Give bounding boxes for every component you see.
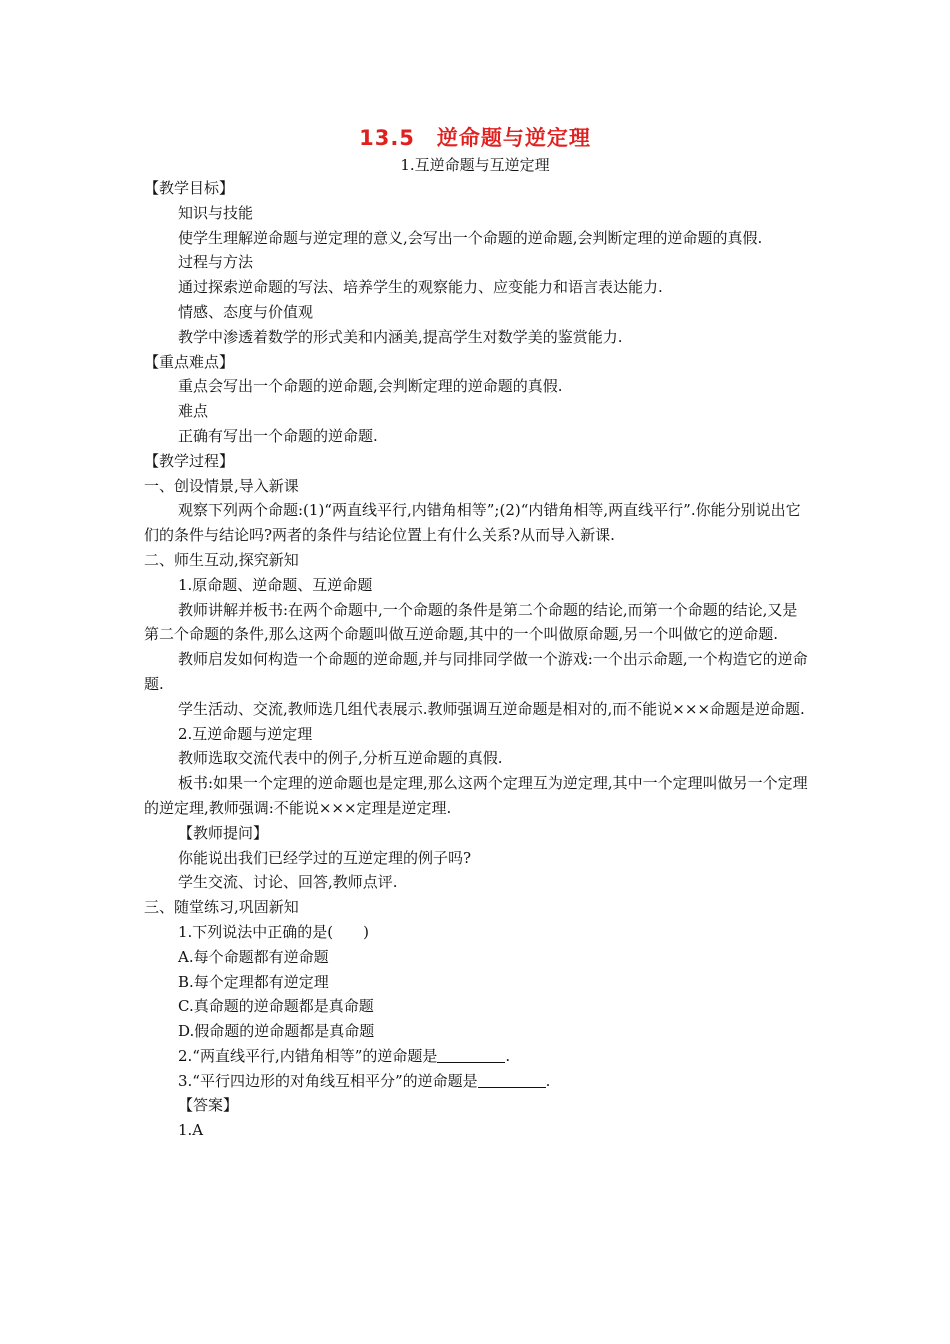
question-1: 1.下列说法中正确的是( ) [178, 922, 370, 941]
emotion-heading: 情感、态度与价值观 [178, 302, 314, 321]
document-body [144, 176, 810, 1143]
procedure-heading: 【教学过程】 [144, 451, 235, 470]
process-heading: 过程与方法 [178, 253, 254, 272]
step2-subheading-1: 1.原命题、逆命题、互逆命题 [178, 575, 373, 594]
step3-heading: 三、随堂练习,巩固新知 [144, 898, 299, 917]
answer-heading: 【答案】 [178, 1096, 239, 1115]
question-3 [144, 1069, 810, 1094]
difficult-paragraph: 正确有写出一个命题的逆命题. [178, 426, 378, 445]
question-2 [144, 1044, 810, 1069]
page-title: 13.5 逆命题与逆定理 [359, 126, 591, 150]
difficult-heading: 难点 [178, 402, 209, 421]
step2-paragraph-5: 板书:如果一个定理的逆命题也是定理,那么这两个定理互为逆定理,其中一个定理叫做另一个定理的逆定理,教师强调:不能说×××定理是逆定理. [144, 774, 808, 817]
question-3-blank [478, 1073, 546, 1088]
emotion-paragraph: 教学中渗透着数学的形式美和内涵美,提高学生对数学美的鉴赏能力. [178, 327, 623, 346]
teacher-question-text: 你能说出我们已经学过的互逆定理的例子吗? [178, 848, 472, 867]
knowledge-heading: 知识与技能 [178, 203, 254, 222]
step2-paragraph-2: 教师启发如何构造一个命题的逆命题,并与同排同学做一个游戏:一个出示命题,一个构造它的逆命题. [144, 650, 808, 693]
question-3-text: 3.“平行四边形的对角线互相平分”的逆命题是 [178, 1071, 478, 1090]
step2-subheading-2: 2.互逆命题与逆定理 [178, 724, 313, 743]
question-2-text: 2.“两直线平行,内错角相等”的逆命题是 [178, 1046, 438, 1065]
question-2-period: . [505, 1046, 511, 1065]
question-2-blank [437, 1048, 505, 1063]
page-subtitle: 1.互逆命题与互逆定理 [400, 156, 550, 174]
answer-1: 1.A [178, 1121, 204, 1140]
step1-paragraph: 观察下列两个命题:(1)“两直线平行,内错角相等”;(2)“内错角相等,两直线平行”.你能分别说出它们的条件与结论吗?两者的条件与结论位置上有什么关系?从而导入新课. [144, 501, 801, 545]
question-1-option-b: B.每个定理都有逆定理 [178, 972, 329, 991]
knowledge-paragraph: 使学生理解逆命题与逆定理的意义,会写出一个命题的逆命题,会判断定理的逆命题的真假. [178, 228, 763, 247]
question-1-option-a: A.每个命题都有逆命题 [178, 947, 329, 966]
step2-paragraph-4: 教师选取交流代表中的例子,分析互逆命题的真假. [178, 749, 503, 768]
key-paragraph: 重点会写出一个命题的逆命题,会判断定理的逆命题的真假. [178, 377, 563, 396]
step2-heading: 二、师生互动,探究新知 [144, 550, 299, 569]
question-1-option-c: C.真命题的逆命题都是真命题 [178, 997, 374, 1016]
teacher-question-heading: 【教师提问】 [178, 823, 269, 842]
teacher-question-response: 学生交流、讨论、回答,教师点评. [178, 873, 398, 892]
question-1-option-d: D.假命题的逆命题都是真命题 [178, 1022, 375, 1041]
step2-paragraph-1: 教师讲解并板书:在两个命题中,一个命题的条件是第二个命题的结论,而第一个命题的结论,又是第二个命题的条件,那么这两个命题叫做互逆命题,其中的一个叫做原命题,另一个叫做它的逆命题. [144, 600, 798, 644]
step2-paragraph-3: 学生活动、交流,教师选几组代表展示.教师强调互逆命题是相对的,而不能说×××命题是逆命题. [178, 699, 805, 718]
goals-heading: 【教学目标】 [144, 179, 235, 197]
process-paragraph: 通过探索逆命题的写法、培养学生的观察能力、应变能力和语言表达能力. [178, 278, 663, 297]
question-3-period: . [545, 1071, 551, 1090]
key-heading: 【重点难点】 [144, 352, 235, 371]
step1-heading: 一、创设情景,导入新课 [144, 476, 299, 495]
